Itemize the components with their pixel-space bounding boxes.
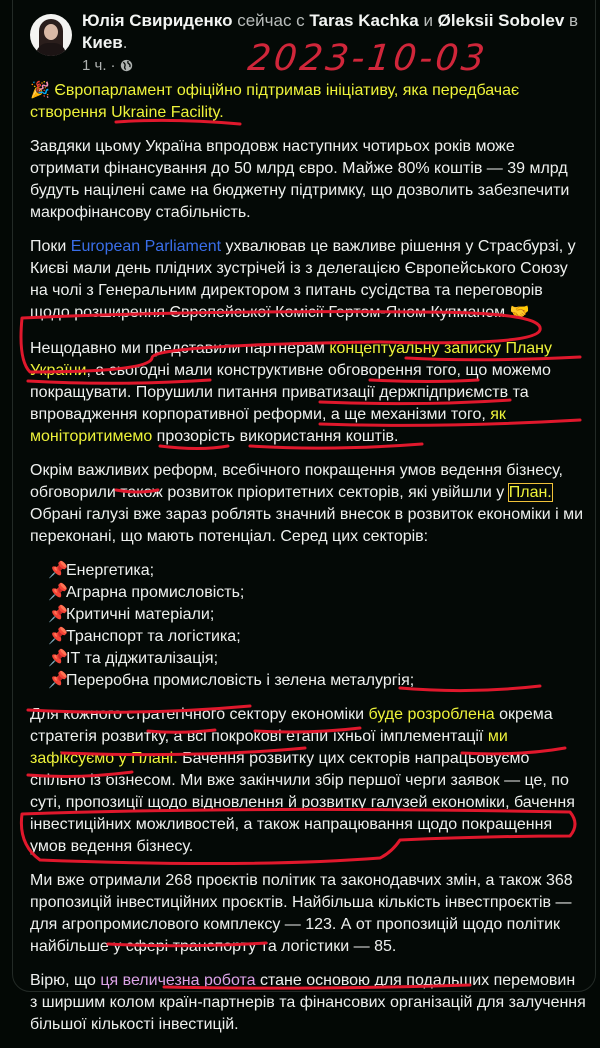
sector-item xyxy=(48,626,586,648)
meta-separator: · xyxy=(110,57,116,74)
pushpin-icon: 📌 xyxy=(48,606,68,623)
p5-text-a: Окрім важливих реформ, всебічного покращення умов ведення бізнесу, обговорили також розвиток пріоритетних секторів, які увійшли у xyxy=(30,462,563,501)
p4-text-a: Нещодавно ми представили партнерам xyxy=(30,340,330,357)
sector-label: Енергетика; xyxy=(66,562,155,579)
paragraph-1 xyxy=(30,80,586,124)
p5-text-b: Обрані галузі вже зараз роблять значний внесок в розвиток економіки і ми переконані, що мають потенціал. Серед цих секторів: xyxy=(30,506,584,545)
p8-highlight-huge-work: ця величезна робота xyxy=(100,972,256,989)
p8-text-a: Вірю, що xyxy=(30,972,101,989)
pushpin-icon: 📌 xyxy=(48,628,68,645)
p1-text-c: . xyxy=(219,104,224,121)
tagged-user-link-2[interactable]: Øleksii Sobolev xyxy=(437,11,565,30)
p6-highlight-will-be-developed: буде розроблена xyxy=(368,706,495,723)
avatar-body xyxy=(36,43,66,56)
handshake-icon: 🤝 xyxy=(509,304,530,321)
post-time[interactable]: 1 ч. xyxy=(82,57,107,74)
p3-text-a: Поки xyxy=(30,238,71,255)
paragraph-4 xyxy=(30,338,586,448)
sector-item xyxy=(48,560,586,582)
p4-highlight-monitoring: як моніторитимемо xyxy=(30,406,506,445)
pushpin-icon: 📌 xyxy=(48,584,68,601)
paragraph-7: Ми вже отримали 268 проєктів політик та законодавчих змін, а також 368 пропозицій інвестиційних проєктів. Найбільша кількість інвестпроєктів — для агропромислового комплексу — 123. А от пропозицій щодо політик найбільше у сфері транспорту та логістики — 85. xyxy=(30,872,573,955)
sectors-list xyxy=(48,560,586,692)
avatar[interactable] xyxy=(30,14,72,56)
sector-label: ІТ та діджиталізація; xyxy=(66,650,219,667)
sector-label: Аграрна промисловість; xyxy=(66,584,245,601)
paragraph-6 xyxy=(30,704,586,858)
paragraph-5 xyxy=(30,460,586,548)
sector-label: Критичні матеріали; xyxy=(66,606,215,623)
tagged-user-link-1[interactable]: Taras Kachka xyxy=(309,11,419,30)
post-body xyxy=(30,80,586,1048)
with-text: сейчас с xyxy=(232,11,310,30)
avatar-face xyxy=(44,24,58,40)
post-meta xyxy=(82,57,133,74)
european-parliament-link[interactable]: European Parliament xyxy=(70,238,222,255)
p6-text-b: окрема стратегія розвитку, а всі покрокові етапи їхньої імплементації xyxy=(30,706,553,745)
sector-item xyxy=(48,604,586,626)
p3-text-b: ухвалював це важливе рішення у Страсбурзі, у Києві мали день плідних зустрічей із з делегацією Європейського Союзу на чолі з Генеральним директором з питань сусідства та переговорів щодо розширення Європейської Комісії Гертом-Яном Купманом xyxy=(30,238,576,321)
sector-item xyxy=(48,582,586,604)
p4-highlight-concept-note: концептуальну записку Плану України xyxy=(30,340,553,379)
in-text: в xyxy=(564,11,579,30)
location-link[interactable]: Киев xyxy=(82,33,123,52)
p6-text-c: Бачення розвитку цих секторів напрацьовуємо спільно із бізнесом. Ми вже закінчили збір першої черги заявок — це, по суті, пропозиції щодо відновлення й розвитку галузей економіки, бачення інвестиційних можливостей, а також напрацювання щодо покращення умов ведення бізнесу. xyxy=(30,750,575,855)
pushpin-icon: 📌 xyxy=(48,672,68,689)
sector-item xyxy=(48,648,586,670)
sector-label: Транспорт та логістика; xyxy=(66,628,241,645)
paragraph-2: Завдяки цьому Україна впродовж наступних чотирьох років може отримати фінансування до 50 млрд євро. Майже 80% коштів — 39 млрд будуть націлені саме на бюджетну підтримку, що дозволить забезпечити макрофінансову стабільність. xyxy=(30,138,570,221)
author-name-link[interactable]: Юлія Свириденко xyxy=(82,11,233,30)
sector-item xyxy=(48,670,586,692)
globe-icon[interactable] xyxy=(120,59,133,72)
and-text: и xyxy=(418,11,438,30)
p5-highlight-plan: План. xyxy=(508,484,552,501)
party-popper-icon: 🎉 xyxy=(30,82,50,99)
period: . xyxy=(122,33,128,52)
p6-highlight-fix-in-plan: ми зафіксуємо у Плані. xyxy=(30,728,508,767)
p1-text-a: Європарламент офіційно підтримав ініціативу, яка передбачає створення xyxy=(30,82,520,121)
p4-text-b: , а сьогодні мали конструктивне обговорення того, що можемо покращувати. Порушили питання приватизації держпідприємств та впровадження корпоративної реформи, а ще механізми того, xyxy=(30,362,551,423)
p6-text-a: Для кожного стратегічного сектору економіки xyxy=(30,706,369,723)
sector-label: Переробна промисловість і зелена металургія; xyxy=(66,672,415,689)
p1-ukraine-facility: Ukraine Facility xyxy=(111,104,220,121)
pushpin-icon: 📌 xyxy=(48,562,68,579)
handwritten-date-annotation: 2023-10-03 xyxy=(245,38,490,79)
paragraph-8 xyxy=(30,970,586,1036)
paragraph-3 xyxy=(30,236,586,324)
pushpin-icon: 📌 xyxy=(48,650,68,667)
p4-text-c: прозорість використання коштів. xyxy=(152,428,399,445)
p8-text-b: стане основою для подальших перемовин з ширшим колом країн-партнерів та фінансових організацій для залучення більшої кількості інвестицій. xyxy=(30,972,586,1033)
